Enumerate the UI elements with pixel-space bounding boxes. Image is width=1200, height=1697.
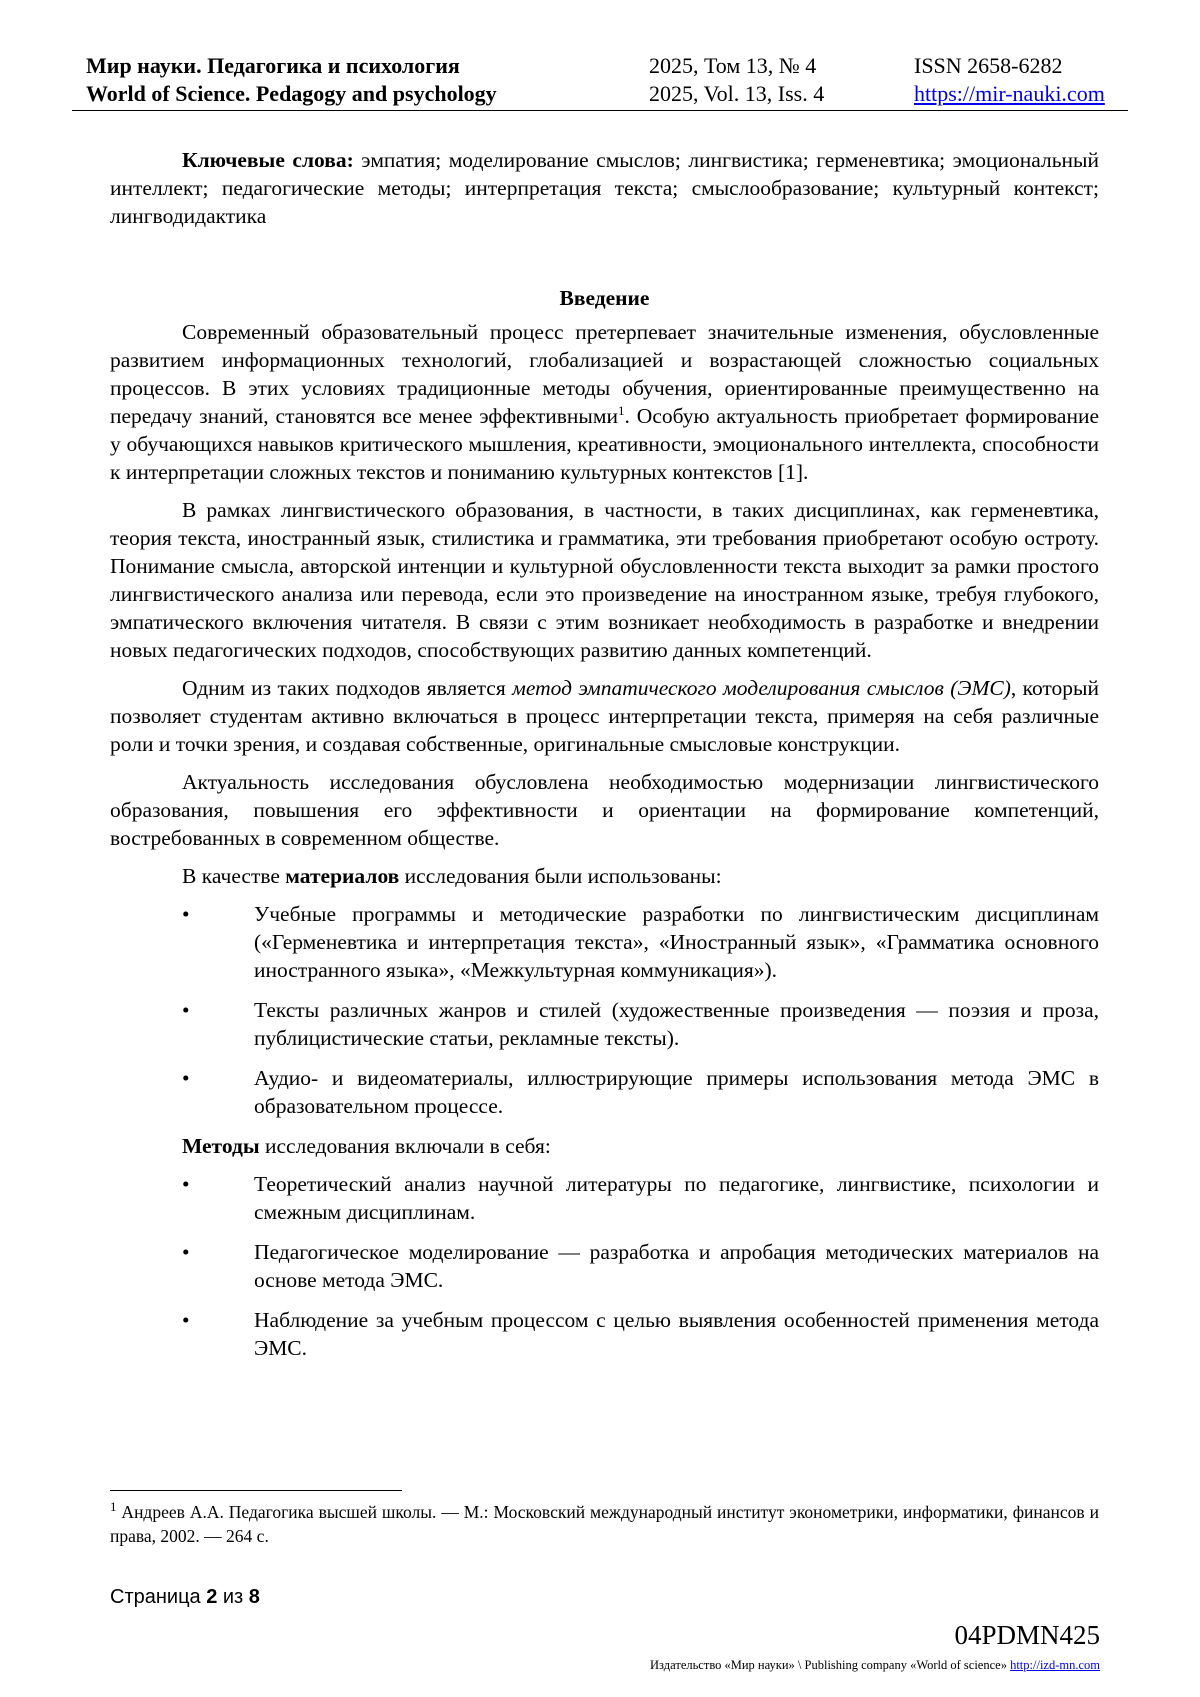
- intro-p3-text-a: Одним из таких подходов является: [182, 676, 513, 700]
- page-number: [110, 1586, 260, 1609]
- list-item-text: Аудио- и видеоматериалы, иллюстрирующие примеры использования метода ЭМС в образовательном процессе.: [254, 1066, 1099, 1118]
- issn-block: [914, 52, 1105, 108]
- publisher-url-link[interactable]: http://izd-mn.com: [1010, 1658, 1100, 1672]
- page-word: Страница: [110, 1586, 207, 1608]
- intro-p3-text-b: , который позволяет студентам активно включаться в процесс интерпретации текста, примеряя на себя различные роли и точки зрения, и создавая собственные, оригинальные смысловые конструкции.: [110, 676, 1099, 756]
- bullet-icon: •: [182, 998, 190, 1022]
- journal-title-ru: Мир науки. Педагогика и психология: [86, 53, 460, 78]
- intro-paragraph-2: В рамках лингвистического образования, в частности, в таких дисциплинах, как герменевтика, теория текста, иностранный язык, стилистика и грамматика, эти требования приобретают особую остроту. Понимание смысла, авторской интенции и культурной обусловленности текста выходит за рамки простого лингвистического анализа или перевода, если это произведение на иностранном языке, требуя глубокого, эмпатического включения читателя. В связи с этим возникает необходимость в разработке и внедрении новых педагогических подходов, способствующих развитию данных компетенций.: [110, 498, 1099, 662]
- keywords-section: [110, 146, 1099, 230]
- intro-paragraph-1: [110, 318, 1099, 486]
- intro-p1-text-a: Современный образовательный процесс претерпевает значительные изменения, обусловленные развитием информационных технологий, глобализацией и возрастающей сложностью социальных процессов. В этих условиях традиционные методы обучения, ориентированные преимущественно на передачу знаний, становятся все менее эффективными: [110, 320, 1099, 428]
- bullet-icon: •: [182, 1308, 190, 1332]
- keywords-label: Ключевые слова:: [182, 148, 354, 172]
- volume-ru: 2025, Том 13, № 4: [649, 53, 817, 78]
- list-item-text: Теоретический анализ научной литературы по педагогике, лингвистике, психологии и смежным дисциплинам.: [254, 1172, 1099, 1224]
- bullet-icon: •: [182, 902, 190, 926]
- intro-p1-text-b: . Особую актуальность приобретает формирование у обучающихся навыков критического мышления, креативности, эмоционального интеллекта, способности к интерпретации сложных текстов и пониманию культурных контекстов [1].: [110, 404, 1100, 484]
- footnote-text: Андреев А.А. Педагогика высшей школы. — М.: Московский международный институт эконометрики, информатики, финансов и права, 2002. — 264 с.: [110, 1502, 1099, 1546]
- list-item: [110, 1238, 1099, 1294]
- journal-title-en: World of Science. Pedagogy and psychology: [86, 81, 497, 106]
- section-heading: Введение: [559, 286, 650, 310]
- publisher-line: [650, 1658, 1100, 1673]
- introduction-section: [110, 284, 1099, 1374]
- list-item-text: Наблюдение за учебным процессом с целью выявления особенностей применения метода ЭМС.: [254, 1308, 1099, 1360]
- page-current: 2: [206, 1586, 218, 1608]
- materials-lead-post: исследования были использованы:: [399, 864, 722, 888]
- journal-url-link[interactable]: https://mir-nauki.com: [914, 81, 1105, 106]
- article-code: 04PDMN425: [954, 1620, 1100, 1650]
- list-item-text: Педагогическое моделирование — разработка и апробация методических материалов на основе метода ЭМС.: [254, 1240, 1099, 1292]
- materials-lead: [110, 862, 1099, 890]
- intro-paragraph-3: [110, 674, 1099, 758]
- volume-block: [649, 52, 824, 108]
- journal-title-block: [86, 52, 497, 108]
- bullet-icon: •: [182, 1172, 190, 1196]
- keywords-text: эмпатия; моделирование смыслов; лингвистика; герменевтика; эмоциональный интеллект; педагогические методы; интерпретация текста; смыслообразование; культурный контекст; лингводидактика: [110, 148, 1100, 228]
- bullet-icon: •: [182, 1066, 190, 1090]
- footnote-ref[interactable]: 1: [617, 402, 625, 418]
- methods-lead-post: исследования включали в себя:: [259, 1134, 551, 1158]
- footnote-number: 1: [110, 1499, 117, 1515]
- footnote-separator: [110, 1490, 402, 1491]
- materials-list: [110, 900, 1099, 1120]
- keywords-paragraph: [110, 146, 1099, 230]
- list-item: [110, 1064, 1099, 1120]
- list-item: [110, 996, 1099, 1052]
- list-item: [110, 1170, 1099, 1226]
- materials-lead-bold: материалов: [285, 864, 400, 888]
- issn: ISSN 2658-6282: [914, 53, 1063, 78]
- materials-lead-pre: В качестве: [182, 864, 286, 888]
- methods-lead: [110, 1132, 1099, 1160]
- methods-list: [110, 1170, 1099, 1362]
- footnote: [110, 1500, 1099, 1548]
- bullet-icon: •: [182, 1240, 190, 1264]
- publisher-text: Издательство «Мир науки» \ Publishing company «World of science»: [650, 1658, 1011, 1672]
- list-item: [110, 1306, 1099, 1362]
- intro-paragraph-4: Актуальность исследования обусловлена необходимостью модернизации лингвистического образования, повышения его эффективности и ориентации на формирование компетенций, востребованных в современном обществе.: [110, 770, 1099, 850]
- page-total: 8: [248, 1586, 260, 1608]
- page-of: из: [217, 1586, 249, 1608]
- methods-lead-bold: Методы: [182, 1134, 260, 1158]
- list-item-text: Учебные программы и методические разработки по лингвистическим дисциплинам («Герменевтика и интерпретация текста», «Иностранный язык», «Грамматика основного иностранного языка», «Межкультурная коммуникация»).: [254, 902, 1099, 982]
- volume-en: 2025, Vol. 13, Iss. 4: [649, 81, 825, 106]
- list-item: [110, 900, 1099, 984]
- method-name-italic: метод эмпатического моделирования смыслов (ЭМС): [512, 676, 1011, 700]
- list-item-text: Тексты различных жанров и стилей (художественные произведения — поэзия и проза, публицистические статьи, рекламные тексты).: [254, 998, 1099, 1050]
- running-header: [72, 48, 1128, 111]
